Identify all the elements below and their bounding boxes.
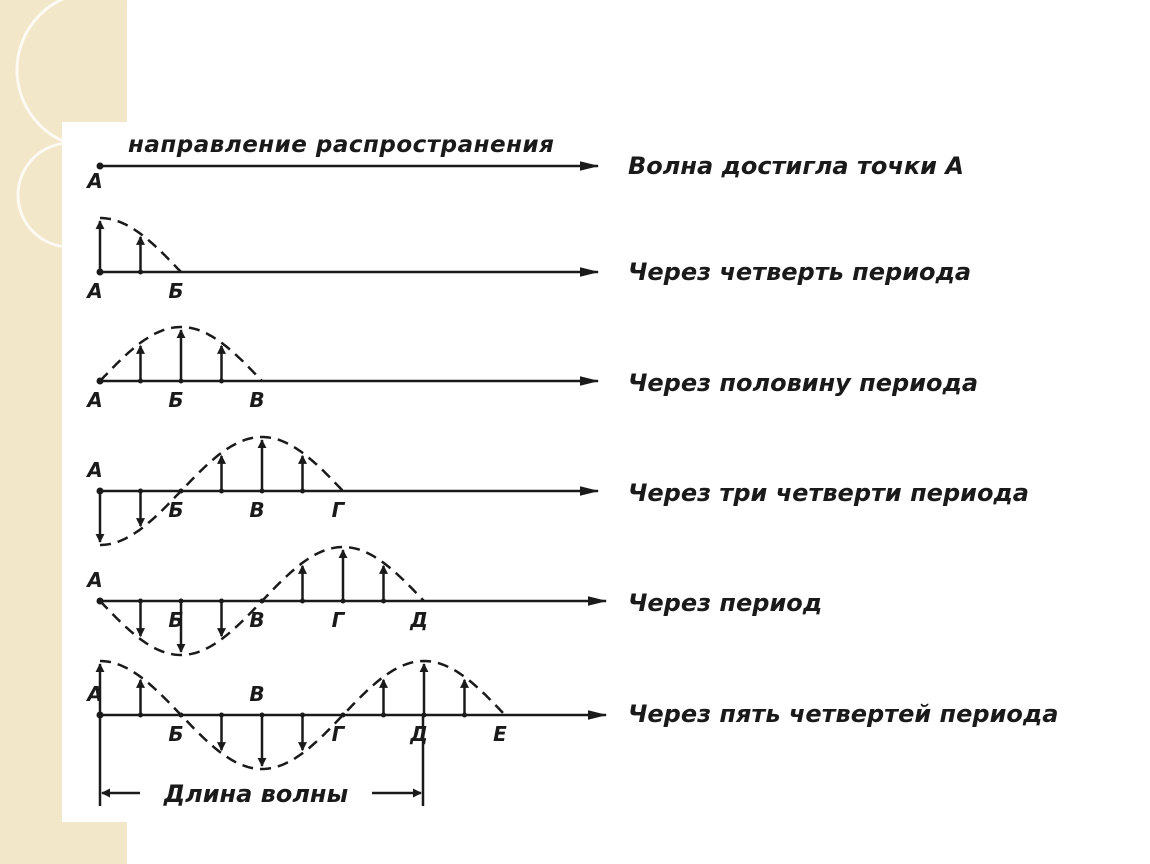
row-4-axis-dot xyxy=(260,599,265,604)
row-5-axis-dot xyxy=(300,713,305,718)
row-1 xyxy=(628,258,971,286)
row-5-axis-dot xyxy=(179,713,184,718)
row-5-axis-dot xyxy=(462,713,467,718)
wave-layer xyxy=(85,163,606,770)
row-5-point-label: Д xyxy=(410,722,428,746)
row-2-axis-dot xyxy=(138,379,143,384)
row-3 xyxy=(628,479,1029,507)
row-5-point-label: В xyxy=(249,682,265,706)
row-0 xyxy=(628,152,964,180)
row-1-point-label: Б xyxy=(168,279,184,303)
row-3-point-label: Г xyxy=(331,498,345,522)
row-5-point-label: Г xyxy=(331,722,345,746)
row-4-point-label: Б xyxy=(168,608,184,632)
row-4 xyxy=(628,589,822,617)
row-4-caption: Через период xyxy=(628,589,823,617)
row-3-axis-dot xyxy=(138,489,143,494)
row-5-point-label: Е xyxy=(493,722,507,746)
row-4-point-label: В xyxy=(249,608,265,632)
row-5-axis-dot xyxy=(260,713,265,718)
row-3-caption: Через три четверти периода xyxy=(628,479,1030,507)
row-2 xyxy=(628,369,978,397)
row-4-axis-dot xyxy=(179,599,184,604)
row-4-axis-dot xyxy=(381,599,386,604)
row-5-axis-dot xyxy=(138,713,143,718)
row-4-axis-dot xyxy=(138,599,143,604)
row-3-axis-dot xyxy=(300,489,305,494)
row-5-point-label: А xyxy=(87,682,103,706)
row-2-point-label: В xyxy=(249,388,265,412)
row-4-point-label: Г xyxy=(331,608,345,632)
row-3-axis-dot xyxy=(179,489,184,494)
row-1-caption: Через четверть периода xyxy=(628,258,972,286)
row-0-point-label: А xyxy=(87,169,103,193)
row-5-caption: Через пять четвертей периода xyxy=(628,700,1059,728)
row-2-point-label: А xyxy=(87,388,103,412)
row-5-point-label: Б xyxy=(168,722,184,746)
row-5-axis-dot xyxy=(219,713,224,718)
row-1-point-label: А xyxy=(87,279,103,303)
row-3-point-label: Б xyxy=(168,498,184,522)
row-4-point-label: А xyxy=(87,568,103,592)
row-3-point-label: А xyxy=(87,458,103,482)
row-2-point-label: Б xyxy=(168,388,184,412)
row-4-axis-dot xyxy=(300,599,305,604)
row-1-axis-dot xyxy=(138,270,143,275)
row-4-axis-dot xyxy=(219,599,224,604)
row-2-axis-dot xyxy=(219,379,224,384)
row-4-point-label: Д xyxy=(410,608,428,632)
row-5-axis-dot xyxy=(381,713,386,718)
row-5-axis-dot xyxy=(341,713,346,718)
row-2-axis-dot xyxy=(179,379,184,384)
row-4-axis-dot xyxy=(341,599,346,604)
row-3-axis-dot xyxy=(260,489,265,494)
row-0-caption: Волна достигла точки А xyxy=(628,152,964,180)
row-5 xyxy=(628,700,1058,728)
row-3-axis-dot xyxy=(219,489,224,494)
row-2-caption: Через половину периода xyxy=(628,369,979,397)
row-3-point-label: В xyxy=(249,498,265,522)
wavelength-label: Длина волны xyxy=(163,780,349,808)
propagation-direction-label: направление распространения xyxy=(128,132,555,158)
